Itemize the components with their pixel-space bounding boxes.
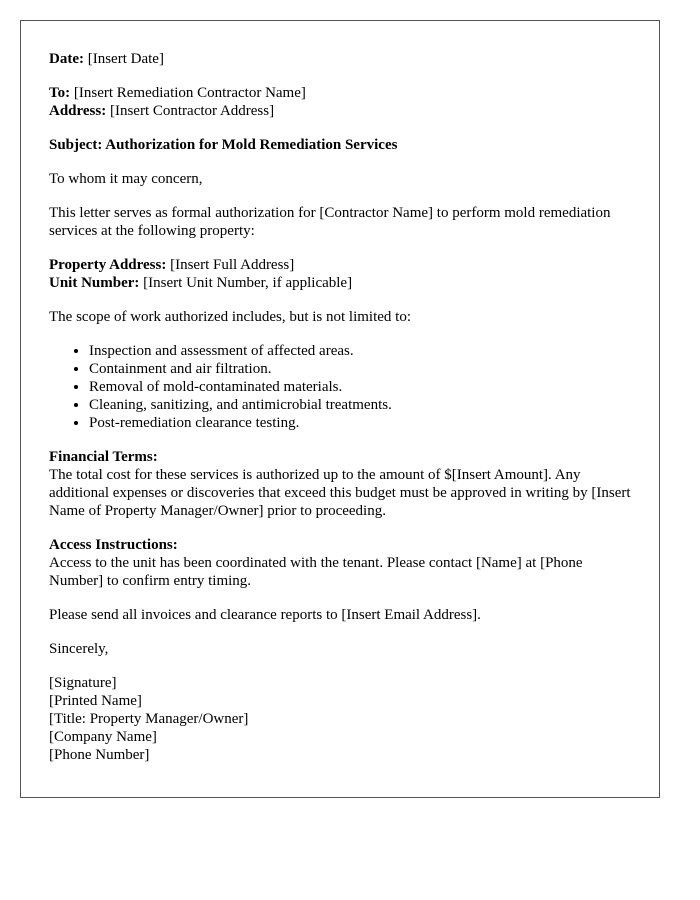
scope-item-inspection: • Inspection and assessment of affected areas.: [89, 342, 631, 360]
to-label: To:: [49, 85, 71, 101]
scope-item-clearance-testing: • Post-remediation clearance testing.: [89, 414, 631, 432]
scope-intro: The scope of work authorized includes, but is not limited to:: [49, 309, 412, 325]
property-address-line: [49, 256, 631, 274]
recipient-block: [49, 84, 631, 120]
address-value: [Insert Contractor Address]: [106, 103, 275, 119]
address-line: [49, 102, 631, 120]
unit-number-label: Unit Number:: [49, 275, 140, 291]
intro-paragraph: This letter serves as formal authorization for [Contractor Name] to perform mold remediation services at the following property:: [49, 205, 611, 239]
closing: Sincerely,: [49, 641, 109, 657]
printed-name-line: [Printed Name]: [49, 693, 142, 709]
property-address-label: Property Address:: [49, 257, 167, 273]
scope-list: [49, 342, 631, 432]
date-value: [Insert Date]: [83, 51, 164, 67]
scope-item-containment: • Containment and air filtration.: [89, 360, 631, 378]
property-block: [49, 256, 631, 292]
to-value: [Insert Remediation Contractor Name]: [70, 85, 306, 101]
financial-terms-section: [49, 448, 631, 520]
address-label: Address:: [49, 103, 107, 119]
title-line: [Title: Property Manager/Owner]: [49, 711, 249, 727]
property-address-value: [Insert Full Address]: [166, 257, 295, 273]
scope-item-cleaning: • Cleaning, sanitizing, and antimicrobial treatments.: [89, 396, 631, 414]
financial-terms-text: The total cost for these services is authorized up to the amount of $[Insert Amount]. Any additional expenses or discoveries that exceed this budget must be approved in writing by [Insert Name of Property Manager/Owner] prior to proceeding.: [49, 467, 631, 519]
unit-number-value: [Insert Unit Number, if applicable]: [139, 275, 353, 291]
scope-item-removal: • Removal of mold-contaminated materials.: [89, 378, 631, 396]
date-label: Date:: [49, 51, 84, 67]
signature-block: [49, 674, 631, 764]
date-line: [49, 50, 631, 68]
authorization-letter: [20, 20, 660, 798]
access-instructions-heading: Access Instructions:: [49, 537, 178, 553]
access-instructions-section: [49, 536, 631, 590]
financial-terms-heading: Financial Terms:: [49, 449, 158, 465]
subject-line: Subject: Authorization for Mold Remediation Services: [49, 137, 398, 153]
phone-number-line: [Phone Number]: [49, 747, 150, 763]
unit-number-line: [49, 274, 631, 292]
company-name-line: [Company Name]: [49, 729, 157, 745]
salutation: To whom it may concern,: [49, 171, 203, 187]
access-instructions-text: Access to the unit has been coordinated with the tenant. Please contact [Name] at [Phone Number] to confirm entry timing.: [49, 555, 583, 589]
to-line: [49, 84, 631, 102]
signature-line: [Signature]: [49, 675, 117, 691]
invoices-paragraph: Please send all invoices and clearance reports to [Insert Email Address].: [49, 607, 481, 623]
